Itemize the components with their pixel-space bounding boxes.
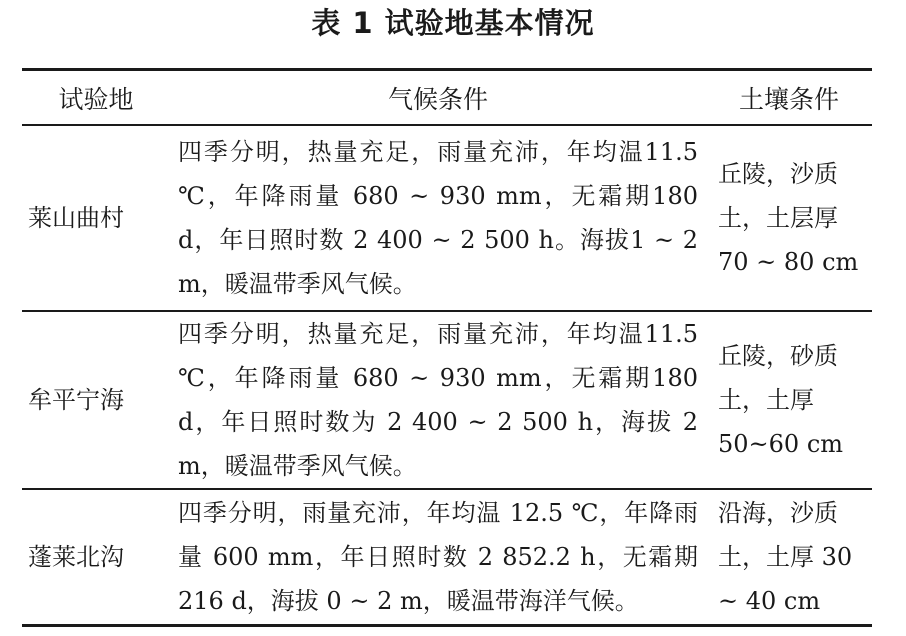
table-title: 表 1 试验地基本情况 — [311, 6, 595, 40]
top-rule — [22, 68, 872, 71]
climate-conditions: 四季分明，热量充足，雨量充沛，年均温11.5 ℃，年降雨量 680 ~ 930 mm，无霜期180 d，年日照时数 2 400 ~ 2 500 h。海拔1 ~ 2 m，暖温带季风气候。 — [170, 125, 706, 311]
header-climate: 气候条件 — [170, 72, 706, 125]
table-header-row — [22, 72, 872, 125]
table-row — [22, 489, 872, 626]
climate-conditions: 四季分明，热量充足，雨量充沛，年均温11.5 ℃，年降雨量 680 ~ 930 mm，无霜期180 d，年日照时数为 2 400 ~ 2 500 h，海拔 2 m，暖温带季风气候。 — [170, 311, 706, 489]
site-name: 蓬莱北沟 — [22, 489, 170, 626]
climate-conditions: 四季分明，雨量充沛，年均温 12.5 ℃，年降雨量 600 mm，年日照时数 2 852.2 h，无霜期216 d，海拔 0 ~ 2 m，暖温带海洋气候。 — [170, 489, 706, 626]
header-site: 试验地 — [22, 72, 170, 125]
header-soil: 土壤条件 — [706, 72, 872, 125]
site-name: 莱山曲村 — [22, 125, 170, 311]
site-conditions-table — [22, 72, 872, 627]
soil-conditions: 沿海，沙质土，土厚 30 ~ 40 cm — [706, 489, 872, 626]
soil-conditions: 丘陵，砂质土，土厚50~60 cm — [706, 311, 872, 489]
table-row — [22, 125, 872, 311]
soil-conditions: 丘陵，沙质土，土层厚 70 ~ 80 cm — [706, 125, 872, 311]
site-name: 牟平宁海 — [22, 311, 170, 489]
table-row — [22, 311, 872, 489]
